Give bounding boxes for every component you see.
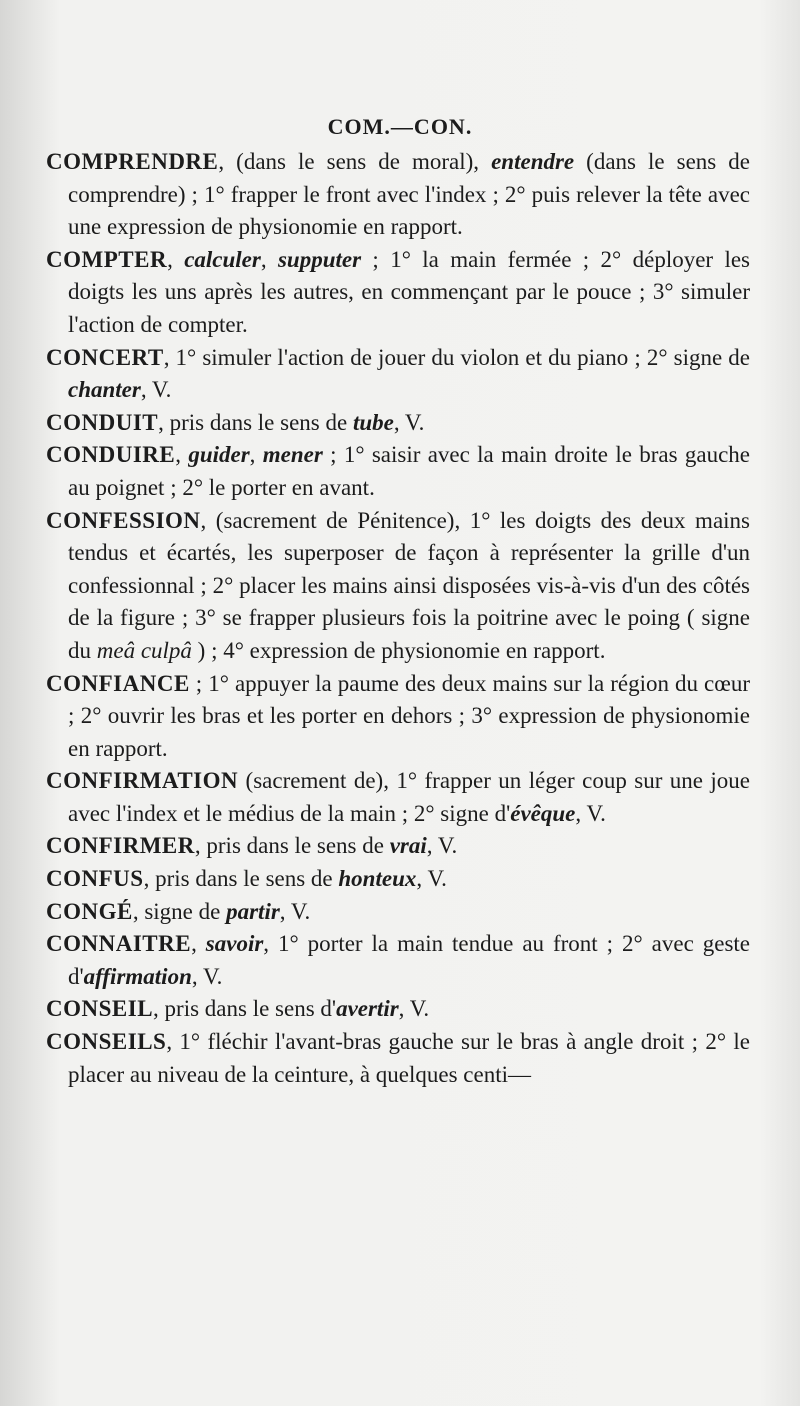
latin-phrase: meâ culpâ: [96, 637, 192, 663]
entry-text: ,: [249, 442, 263, 468]
dictionary-entries: [46, 146, 750, 1091]
entry-text: , 1° simuler l'action de jouer du violon et du piano ; 2° signe de: [163, 344, 750, 370]
dictionary-entry: [46, 863, 750, 896]
dictionary-entry: [46, 896, 750, 929]
entry-text: , pris dans le sens de: [143, 866, 339, 892]
entry-headword: CONFUS: [46, 866, 144, 892]
sign-reference: évêque: [510, 800, 576, 826]
entry-headword: CONFIRMER: [46, 833, 195, 859]
entry-text: , V.: [140, 377, 172, 403]
sign-reference: tube: [352, 409, 394, 435]
entry-text: , pris dans le sens de: [194, 833, 390, 859]
sign-reference: entendre: [491, 149, 575, 174]
entry-headword: CONCERT: [46, 344, 164, 370]
sign-reference: affirmation: [83, 963, 192, 989]
entry-text: , V.: [416, 866, 447, 892]
sign-reference: partir: [226, 898, 280, 924]
entry-headword: CONFESSION: [46, 507, 201, 533]
sign-reference: vrai: [389, 833, 427, 859]
entry-headword: CONDUIRE: [46, 442, 176, 468]
sign-reference: chanter: [68, 377, 141, 403]
dictionary-entry: [46, 830, 750, 863]
dictionary-entry: [46, 928, 750, 993]
entry-text: ,: [191, 931, 206, 957]
entry-text: , 1° porter la main tendue au front ; 2° avec geste d': [68, 931, 751, 989]
entry-text: ,: [167, 246, 185, 272]
sign-reference: guider: [188, 442, 250, 468]
entry-headword: CONSEILS: [46, 1029, 167, 1055]
entry-headword: COMPRENDRE: [46, 149, 219, 174]
entry-text: , pris dans le sens de: [158, 409, 353, 435]
entry-text: , V.: [393, 409, 425, 435]
entry-text: , (sacrement de Pénitence), 1° les doigts des deux mains tendus et écartés, les superposer de façon à représenter la grille d'un confessionnal ; 2° placer les mains ainsi disposées vis-à-vis d'un des côtés de la figure ; 3° se frapper plusieurs fois la poitrine avec le poing ( signe du: [68, 507, 750, 663]
entry-text: , signe de: [132, 898, 227, 924]
entry-headword: CONGÉ: [46, 898, 133, 924]
entry-text: , V.: [191, 963, 223, 989]
entry-text: ; 1° appuyer la paume des deux mains sur la région du cœur ; 2° ouvrir les bras et les porter en dehors ; 3° expression de physionomie en rapport.: [68, 670, 750, 761]
entry-text: , pris dans le sens d': [153, 996, 337, 1022]
entry-text: ,: [175, 442, 189, 468]
dictionary-entry: [46, 993, 750, 1026]
entry-headword: CONDUIT: [46, 409, 159, 435]
entry-text: ; 1° la main fermée ; 2° déployer les doigts les uns après les autres, en commençant par le pouce ; 3° simuler l'action de compter.: [68, 246, 750, 337]
entry-text: , V.: [575, 800, 606, 826]
entry-text: (sacrement de), 1° frapper un léger coup sur une joue avec l'index et le médius de la main ; 2° signe d': [68, 768, 750, 826]
dictionary-entry: [46, 342, 750, 407]
entry-text: (dans le sens de comprendre) ; 1° frapper le front avec l'index ; 2° puis relever la tête avec une expression de physionomie en rapport.: [68, 149, 750, 240]
entry-text: , (dans le sens de moral),: [218, 149, 492, 174]
entry-text: , V.: [426, 833, 458, 859]
sign-reference: mener: [262, 442, 323, 468]
entry-headword: CONFIANCE: [46, 670, 190, 696]
entry-headword: CONSEIL: [46, 996, 154, 1022]
entry-text: ) ; 4° expression de physionomie en rapport.: [191, 637, 606, 663]
dictionary-entry: [46, 146, 750, 244]
sign-reference: honteux: [338, 866, 417, 892]
dictionary-entry: [46, 407, 750, 440]
sign-reference: savoir: [205, 931, 264, 957]
dictionary-entry: [46, 668, 750, 766]
sign-reference: supputer: [277, 246, 362, 272]
entry-text: , V.: [279, 898, 311, 924]
entry-headword: COMPTER: [46, 246, 168, 272]
entry-text: , V.: [398, 996, 430, 1022]
dictionary-entry: [46, 505, 750, 668]
entry-headword: CONFIRMATION: [46, 768, 239, 794]
dictionary-entry: [46, 1026, 750, 1091]
running-head: COM.—CON.: [327, 114, 473, 139]
dictionary-entry: [46, 244, 750, 342]
dictionary-entry: [46, 439, 750, 504]
sign-reference: calculer: [184, 246, 261, 272]
dictionary-entry: [46, 765, 750, 830]
entry-headword: CONNAITRE: [46, 931, 192, 957]
entry-text: ,: [260, 246, 278, 272]
sign-reference: avertir: [336, 996, 399, 1022]
entry-text: , 1° fléchir l'avant-bras gauche sur le bras à angle droit ; 2° le placer au niveau de la ceinture, à quelques centi—: [68, 1029, 750, 1087]
entry-text: ; 1° saisir avec la main droite le bras gauche au poignet ; 2° le porter en avant.: [68, 442, 751, 500]
